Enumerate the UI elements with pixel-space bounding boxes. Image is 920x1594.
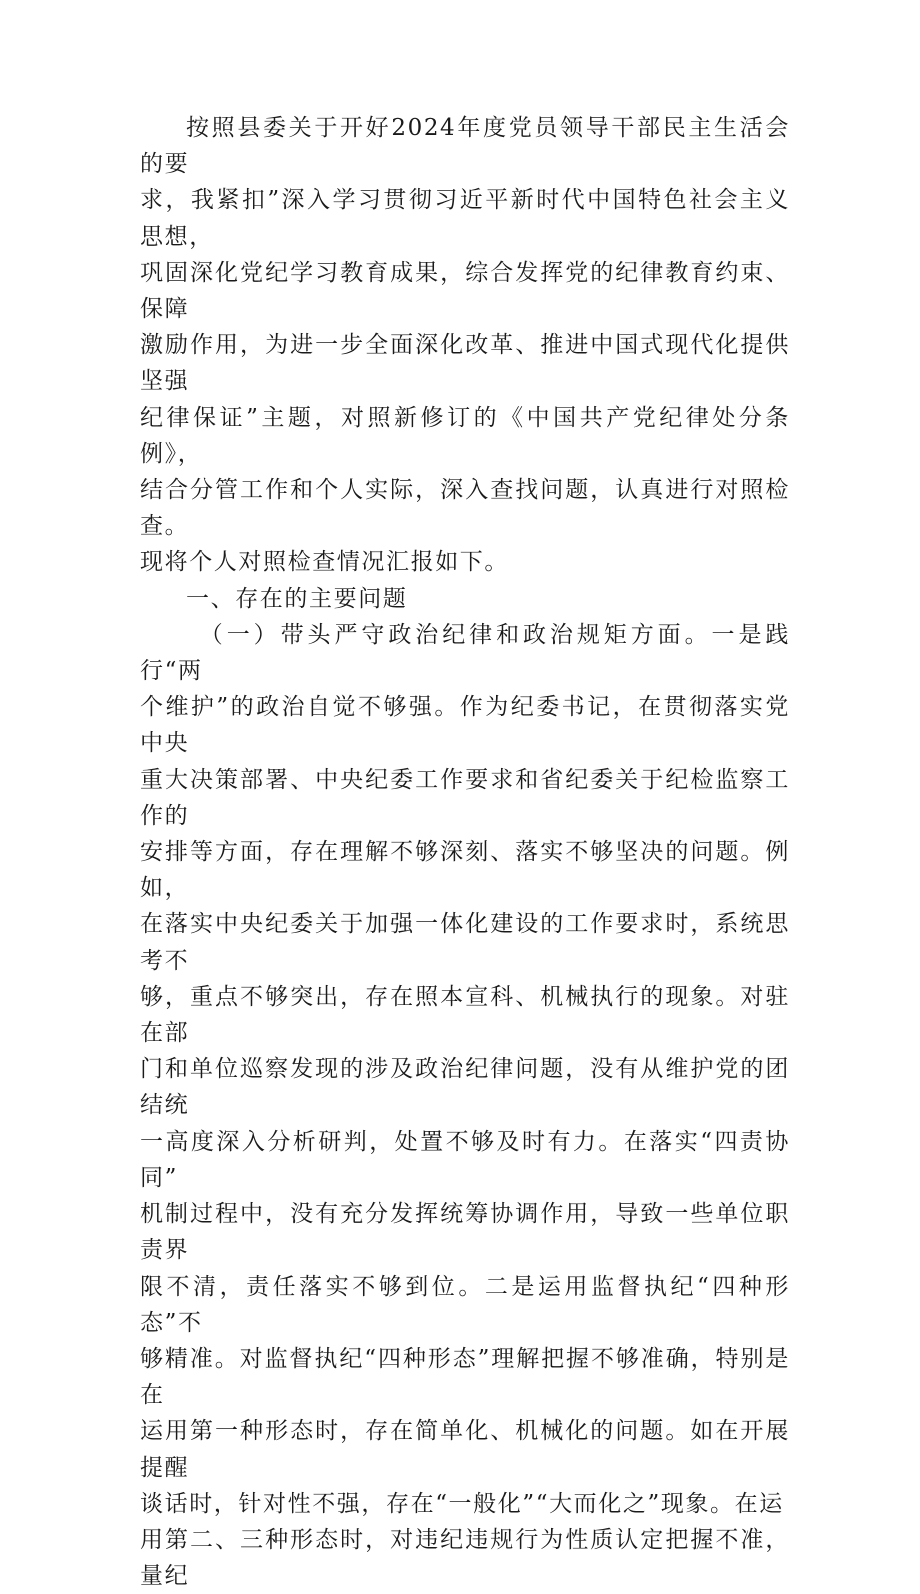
subsection-paragraph: （一）带头严守政治纪律和政治规矩方面。一是践行“两 个维护”的政治自觉不够强。作为纪委书记，在贯彻落实党中央 重大决策部署、中央纪委工作要求和省纪委关于纪检监察工作的 安排等方面，存在理解不够深刻、落实不够坚决的问题。例如， 在落实中央纪委关于加强一体化建设的工作要求时，系统思考不 够，重点不够突出，存在照本宣科、机械执行的现象。对驻在部 门和单位巡察发现的涉及政治纪律问题，没有从维护党的团结统 一高度深入分析研判，处置不够及时有力。在落实“四责协同” 机制过程中，没有充分发挥统筹协调作用，导致一些单位职责界 限不清，责任落实不够到位。二是运用监督执纪“四种形态”不 够精准。对监督执纪“四种形态”理解把握不够准确，特别是在 运用第一种形态时，存在简单化、机械化的问题。如在开展提醒 谈话时，针对性不强，存在“一般化”“大而化之”现象。在运 用第二、三种形态时，对违纪违规行为性质认定把握不准，量纪	[140, 621, 790, 1590]
intro-paragraph: 按照县委关于开好2024年度党员领导干部民主生活会的要 求，我紧扣”深入学习贯彻习近平新时代中国特色社会主义思想， 巩固深化党纪学习教育成果，综合发挥党的纪律教育约束、保障 激励作用，为进一步全面深化改革、推进中国式现代化提供坚强 纪律保证”主题，对照新修订的《中国共产党纪律处分条例》， 结合分管工作和个人实际，深入查找问题，认真进行对照检查。 现将个人对照检查情况汇报如下。	[140, 115, 790, 576]
section-heading: 一、存在的主要问题	[186, 585, 408, 612]
document-body	[140, 110, 790, 1594]
